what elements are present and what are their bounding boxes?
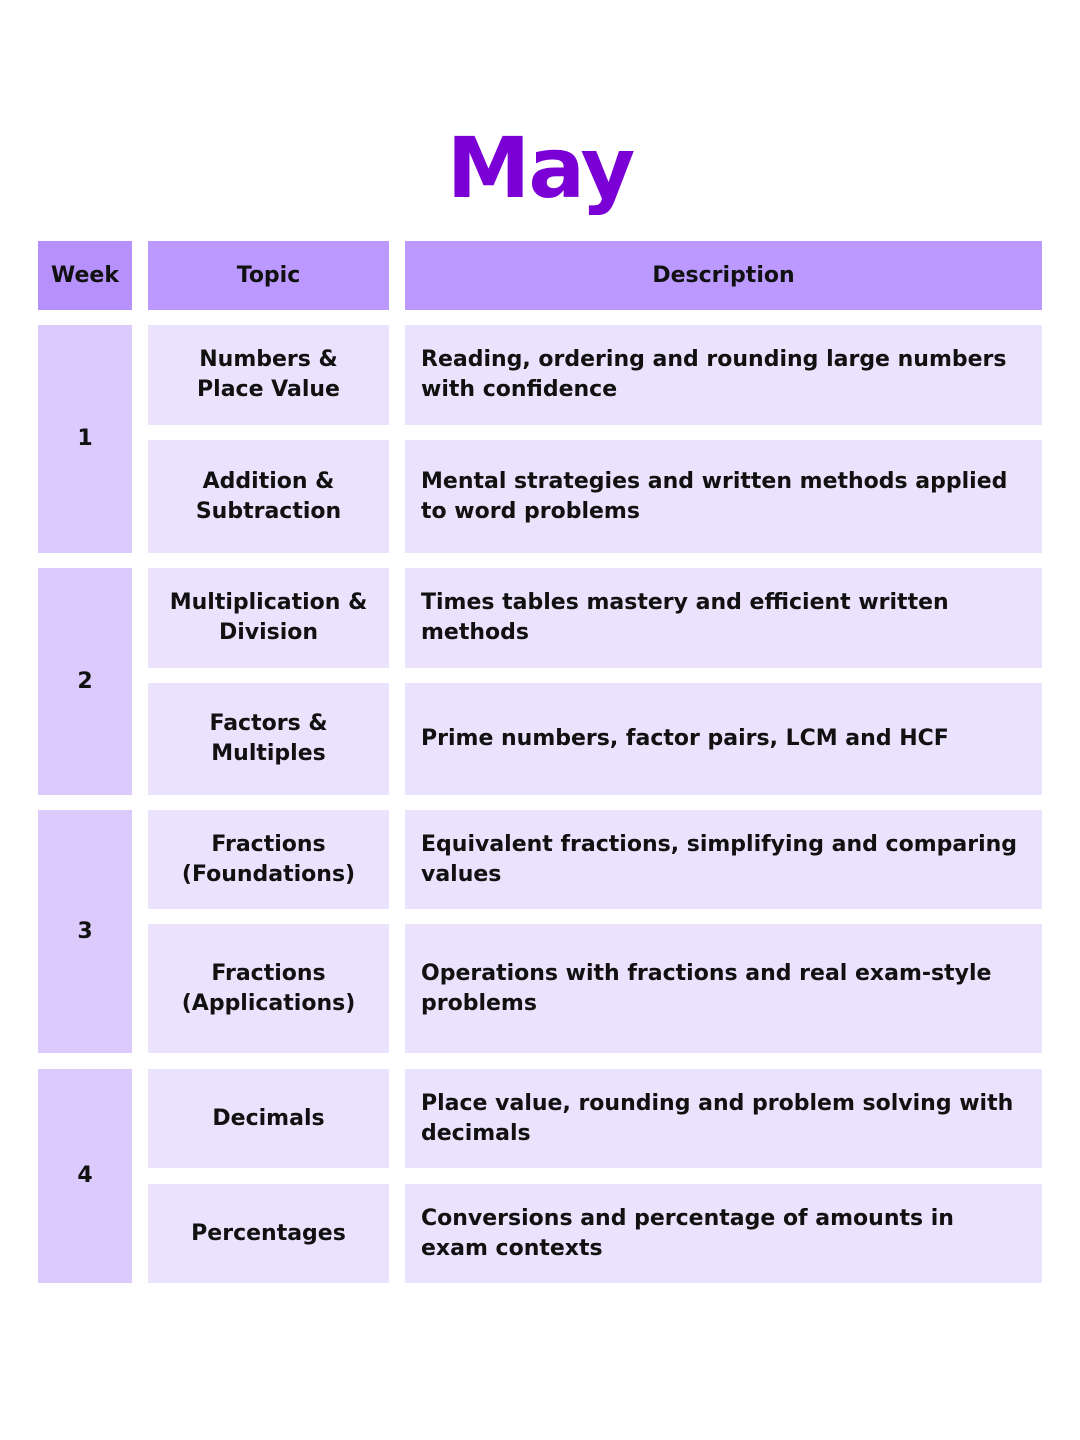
week-number: 1 bbox=[38, 325, 132, 553]
header-topic: Topic bbox=[148, 241, 389, 310]
description-cell: Place value, rounding and problem solving with decimals bbox=[405, 1069, 1042, 1168]
topic-cell: Factors & Multiples bbox=[148, 683, 389, 795]
topic-cell: Numbers & Place Value bbox=[148, 325, 389, 425]
week-number: 2 bbox=[38, 568, 132, 795]
description-cell: Conversions and percentage of amounts in exam contexts bbox=[405, 1184, 1042, 1283]
description-cell: Reading, ordering and rounding large numbers with confidence bbox=[405, 325, 1042, 425]
week-number: 4 bbox=[38, 1069, 132, 1283]
header-description: Description bbox=[405, 241, 1042, 310]
description-cell: Operations with fractions and real exam-style problems bbox=[405, 924, 1042, 1053]
topic-cell: Multiplication & Division bbox=[148, 568, 389, 668]
description-cell: Prime numbers, factor pairs, LCM and HCF bbox=[405, 683, 1042, 795]
topic-cell: Addition & Subtraction bbox=[148, 440, 389, 553]
description-cell: Mental strategies and written methods applied to word problems bbox=[405, 440, 1042, 553]
description-cell: Equivalent fractions, simplifying and comparing values bbox=[405, 810, 1042, 909]
week-number: 3 bbox=[38, 810, 132, 1053]
topic-cell: Fractions (Foundations) bbox=[148, 810, 389, 909]
page-title: May bbox=[446, 119, 634, 217]
header-week: Week bbox=[38, 241, 132, 310]
topic-cell: Percentages bbox=[148, 1184, 389, 1283]
description-cell: Times tables mastery and efficient written methods bbox=[405, 568, 1042, 668]
topic-cell: Decimals bbox=[148, 1069, 389, 1168]
topic-cell: Fractions (Applications) bbox=[148, 924, 389, 1053]
